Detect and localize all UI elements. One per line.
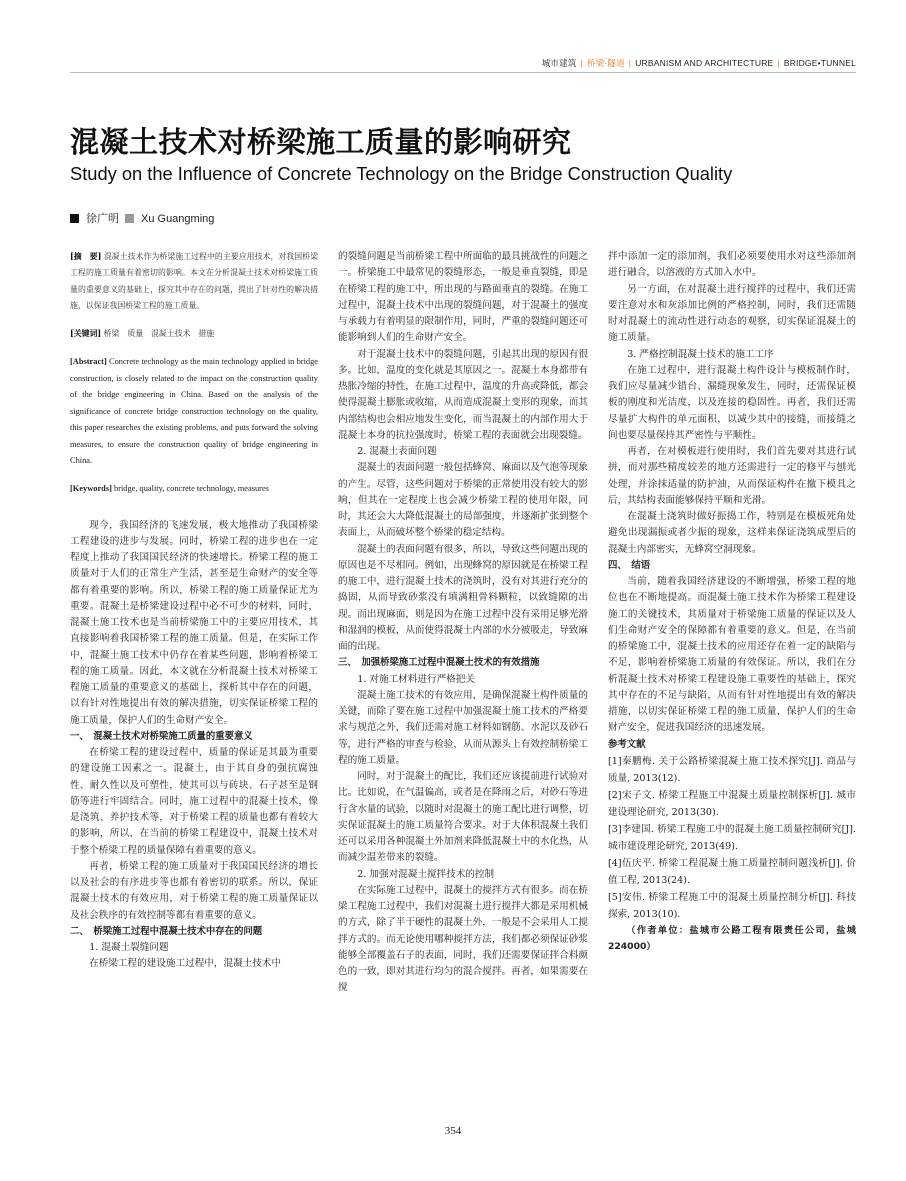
header-separator: | — [628, 58, 632, 68]
reference-item: [4]伍庆平. 桥梁工程混凝土施工质量控制问题浅析[J]. 价值工程, 2013(24). — [608, 857, 856, 886]
column-2 — [338, 249, 588, 997]
body-paragraph: 混凝土的表面问题一般包括蜂窝、麻面以及气泡等现象的产生。尽管，这些问题对于桥梁的正常使用没有较大的影响，但其在一定程度上也会减少桥梁工程的使用年限，同时，其还会大大降低混凝土的局部强度，并逐渐扩张到整个表面上，从而破坏整个桥梁的稳定结构。 — [338, 462, 588, 539]
header-separator: | — [580, 58, 583, 68]
header-category-cn: 城市建筑 — [541, 58, 577, 68]
grey-square-icon — [125, 214, 134, 223]
abstract-cn — [70, 249, 318, 314]
section-heading-1: 一、 混凝土技术对桥梁施工质量的重要意义 — [70, 730, 253, 742]
header-separator: | — [777, 58, 780, 68]
keywords-en-label: [Keywords] — [70, 484, 112, 494]
reference-item: [1]秦鹏梅. 关于公路桥梁混凝土施工技术探究[J]. 商品与质量, 2013(12). — [608, 755, 856, 784]
abstract-text: 混凝土技术作为桥梁施工过程中的主要应用技术，对我国桥梁工程的施工质量有着密切的影响。本文在分析混凝土技术对桥梁施工质量的重要意义的基础上，探究其中存在的问题，提出了针对性的解决措施，以保证我国桥梁工程的施工质量。 — [70, 252, 318, 310]
abstract-label: [摘 要] — [70, 252, 102, 261]
section-heading-4: 四、 结语 — [608, 559, 651, 571]
references-heading: 参考文献 — [608, 738, 646, 750]
reference-item: [3]李建国. 桥梁工程施工中的混凝土施工质量控制研究[J]. 城市建设理论研究, 2013(49). — [608, 823, 856, 852]
body-paragraph: 混凝土的表面问题有很多，所以，导致这些问题出现的原因也是不尽相同。例如，出现蜂窝的原因就是在桥梁工程的施工中，进行混凝土技术的浇筑时，没有对其进行充分的捣固，从而导致砂浆没有填满粗骨料颗粒，以致缝隙的出现。而出现麻面，则是因为在施工过程中没有采用足够光滑和湿润的模板，从而使得混凝土内部的水分被吸走，导致麻面的出现。 — [338, 543, 588, 652]
body-paragraph: 对于混凝土技术中的裂缝问题，引起其出现的原因有很多。比如，温度的变化就是其原因之一。混凝土本身都带有热胀冷缩的特性，在施工过程中，温度的升高或降低，都会使得混凝土膨胀或收缩，从而造成混凝土变形的现象，而其内部结构也会相应地发生变化，而当混凝土的内部作用大于混凝土本身的抗拉强度时，桥梁工程的表面就会出现裂缝。 — [338, 348, 588, 441]
subsection-heading: 2. 加强对混凝土搅拌技术的控制 — [357, 868, 495, 880]
body-paragraph: 同时，对于混凝土的配比，我们还应该提前进行试验对比。比如说，在气温偏高，或者是在降雨之后，对砂石等进行含水量的试验，以随时对混凝土的施工配比进行调整，切实保证混凝土的施工质量符合要求。对于大体积混凝土我们还可以采用各种混凝土外加剂来降低混凝土中的水化热，从而减少温差带来的裂缝。 — [338, 771, 588, 864]
running-header — [542, 57, 856, 69]
body-paragraph: 的裂缝问题是当前桥梁工程中所面临的最具挑战性的问题之一。桥梁施工中最常见的裂缝形态，一般是垂直裂缝，即是在桥梁工程的施工中，所出现的与路面垂直的裂缝。在施工过程中，混凝土技术中出现的裂缝问题，对于混凝土的强度与承载力有着明显的限制作用，同时，严重的裂缝问题还可能影响到人们的生命财产安全。 — [338, 251, 588, 344]
body-paragraph: 在混凝土浇筑时做好振捣工作，特别是在模板死角处避免出现漏振或者少振的现象，这样来保证浇筑成型后的混凝土内部密实，无蜂窝空洞现象。 — [608, 511, 856, 555]
references-list — [608, 753, 856, 923]
keywords-cn — [70, 326, 318, 342]
keywords-text: 桥梁 质量 混凝土技术 措施 — [103, 329, 215, 339]
body-paragraph: 拌中添加一定的添加剂，我们必须要使用水对这些添加剂进行融合，以溶液的方式加入水中。 — [608, 251, 856, 279]
subsection-heading: 2. 混凝土表面问题 — [357, 446, 437, 457]
header-section-en: BRIDGE•TUNNEL — [783, 58, 856, 68]
section-heading-3: 三、 加强桥梁施工过程中混凝土技术的有效措施 — [338, 657, 540, 669]
intro-paragraph: 现今，我国经济的飞速发展，极大地推动了我国桥梁工程建设的进步与发展。同时，桥梁工程的进步也在一定程度上推动了我国国民经济的快速增长。桥梁工程的施工质量对于人们的正常生产生活，甚至是生命财产的安全等都有着重要的影响。所以，桥梁工程的施工质量保证尤为重要。混凝土是桥梁建设过程中必不可少的材料，同时，混凝土施工技术也是当前桥梁施工中的主要应用技术，其直接影响着我国桥梁工程的施工质量。但是，在实际工作中，混凝土施工技术中仍存在着某些问题，影响着桥梁工程的施工质量。因此，本文就在分析混凝土技术对桥梁工程施工质量的重要意义的基础上，探析其中存在的问题，以有针对性地提出有效的解决措施，切实保证桥梁工程的施工质量，保护人们的生命财产安全。 — [70, 519, 318, 726]
body-paragraph: 混凝土施工技术的有效应用，是确保混凝土构件质量的关键，而除了要在施工过程中加强混凝土施工技术的严格要求与规范之外，我们还需对施工材料如钢筋、水泥以及砂石等，进行严格的审查与检验，从而从源头上有效控制桥梁工程的施工质量。 — [338, 689, 588, 766]
abstract-en — [70, 354, 318, 469]
body-paragraph: 当前，随着我国经济建设的不断增强，桥梁工程的地位也在不断地提高。而混凝土施工技术作为桥梁工程建设施工的关键技术，其质量对于桥梁施工质量的保证以及人们生命财产安全的保障都有着重要的意义。但是，在当前的桥梁施工中，混凝土技术的应用还存在着一定的缺陷与不足，影响着桥梁施工质量的有效保证。所以，我们在分析混凝土技术对桥梁工程建设施工重要性的基础上，探究其中存在的不足与缺陷，从而有针对性地提出有效的解决措施，以切实保证桥梁工程的施工质量，保护人们的生命财产安全，促进我国经济的迅速发展。 — [608, 576, 856, 734]
subsection-heading: 1. 混凝土裂缝问题 — [89, 942, 169, 954]
column-1 — [70, 249, 318, 973]
black-square-icon — [70, 214, 79, 223]
header-category-en: URBANISM AND ARCHITECTURE — [635, 58, 774, 68]
body-paragraph: 在桥梁工程的建设施工过程中，混凝土技术中 — [89, 958, 282, 970]
body-paragraph: 在实际施工过程中，混凝土的搅拌方式有很多。而在桥梁工程施工过程中，我们对混凝土进行搅拌大都是采用机械的方式，除了半干硬性的混凝土外，一般是不会采用人工搅拌方式的。而无论使用哪种搅拌方法，我们都必须保证砂浆能够全部覆盖石子的表面，同时，我们还需要保证拌合料颜色的一致，即对其进行均匀的混合搅拌。再者，如果需要在搅 — [338, 884, 588, 994]
column-3 — [608, 249, 856, 956]
author-affiliation: （作者单位：盐城市公路工程有限责任公司，盐城 224000） — [608, 924, 856, 953]
body-paragraph: 再者，在对模板进行使用时，我们首先要对其进行试拼，而对那些精度较差的地方还需进行一定的修平与刨光处理，并涂抹适量的防护油，从而保证构件在撤下模具之后，其结构表面能够保持平顺和光滑。 — [608, 446, 856, 506]
header-rule — [70, 72, 856, 73]
article-title-en: Study on the Influence of Concrete Technology on the Bridge Construction Quality — [70, 163, 733, 184]
keywords-en — [70, 481, 318, 497]
keywords-en-text: bridge, quality, concrete technology, measures — [113, 484, 269, 494]
reference-item: [2]宋子文. 桥梁工程施工中混凝土质量控制探析[J]. 城市建设理论研究, 2013(30). — [608, 789, 856, 818]
section-heading-2: 二、 桥梁施工过程中混凝土技术中存在的问题 — [70, 925, 263, 937]
header-section-cn: 桥梁·隧道 — [586, 58, 625, 68]
abstract-en-text: Concrete technology as the main technology applied in bridge construction, is closely related to the impact on the construction quality of the bridge engineering in China. Based on the analysis of the significance of concrete bridge construction technology on the quality, this paper researches the existing problems, and puts forward the solving measures, to ensure the construction quality of bridge engineering in China. — [70, 357, 319, 465]
author-name-cn: 徐广明 — [86, 212, 119, 225]
reference-item: [5]安伟. 桥梁工程施工中的混凝土质量控制分析[J]. 科技探索, 2013(10). — [608, 891, 856, 920]
body-paragraph: 在桥梁工程的建设过程中，质量的保证是其最为重要的建设施工因素之一。混凝土，由于其自身的强抗腐蚀性、耐久性以及可塑性，使其可以与砖块、石子甚至是钢筋等进行牢固结合。同时，施工过程中的混凝土技术，像是浇筑、养护技术等，对于桥梁工程的质量也都有着较大的影响，所以，在当前的桥梁工程建设中，混凝土技术对于整个桥梁工程的质量保障有着重要的意义。 — [70, 747, 318, 856]
author-name-en: Xu Guangming — [141, 213, 215, 225]
article-title-cn: 混凝土技术对桥梁施工质量的影响研究 — [70, 125, 572, 159]
abstract-en-label: [Abstract] — [70, 357, 107, 367]
subsection-heading: 1. 对施工材料进行严格把关 — [357, 673, 475, 685]
body-paragraph: 另一方面，在对混凝土进行搅拌的过程中，我们还需要注意对水和灰添加比例的严格控制，同时，我们还需随时对混凝土的流动性进行动态的观察，切实保证混凝土的施工质量。 — [608, 283, 856, 344]
body-paragraph: 再者，桥梁工程的施工质量对于我国国民经济的增长以及社会的有序进步等也都有着密切的联系。所以，保证混凝土技术的有效应用，对于桥梁工程的施工质量保证以及社会秩序的有效控制等都有着重要的意义。 — [70, 860, 318, 921]
body-paragraph: 在施工过程中，进行混凝土构件设计与模板制作时，我们应尽量减少错台、漏缝现象发生，同时，还需保证模板的刚度和光洁度，以及连接的稳固性。再者，我们还需尽量扩大构件的单元面积，以减少其中的接缝，而接缝之间也要尽量保持其严密性与平顺性。 — [608, 364, 856, 441]
subsection-heading: 3. 严格控制混凝土技术的施工工序 — [627, 348, 774, 360]
keywords-label: [关键词] — [70, 329, 102, 339]
author-line — [70, 210, 214, 226]
page-number: 354 — [444, 1125, 462, 1137]
